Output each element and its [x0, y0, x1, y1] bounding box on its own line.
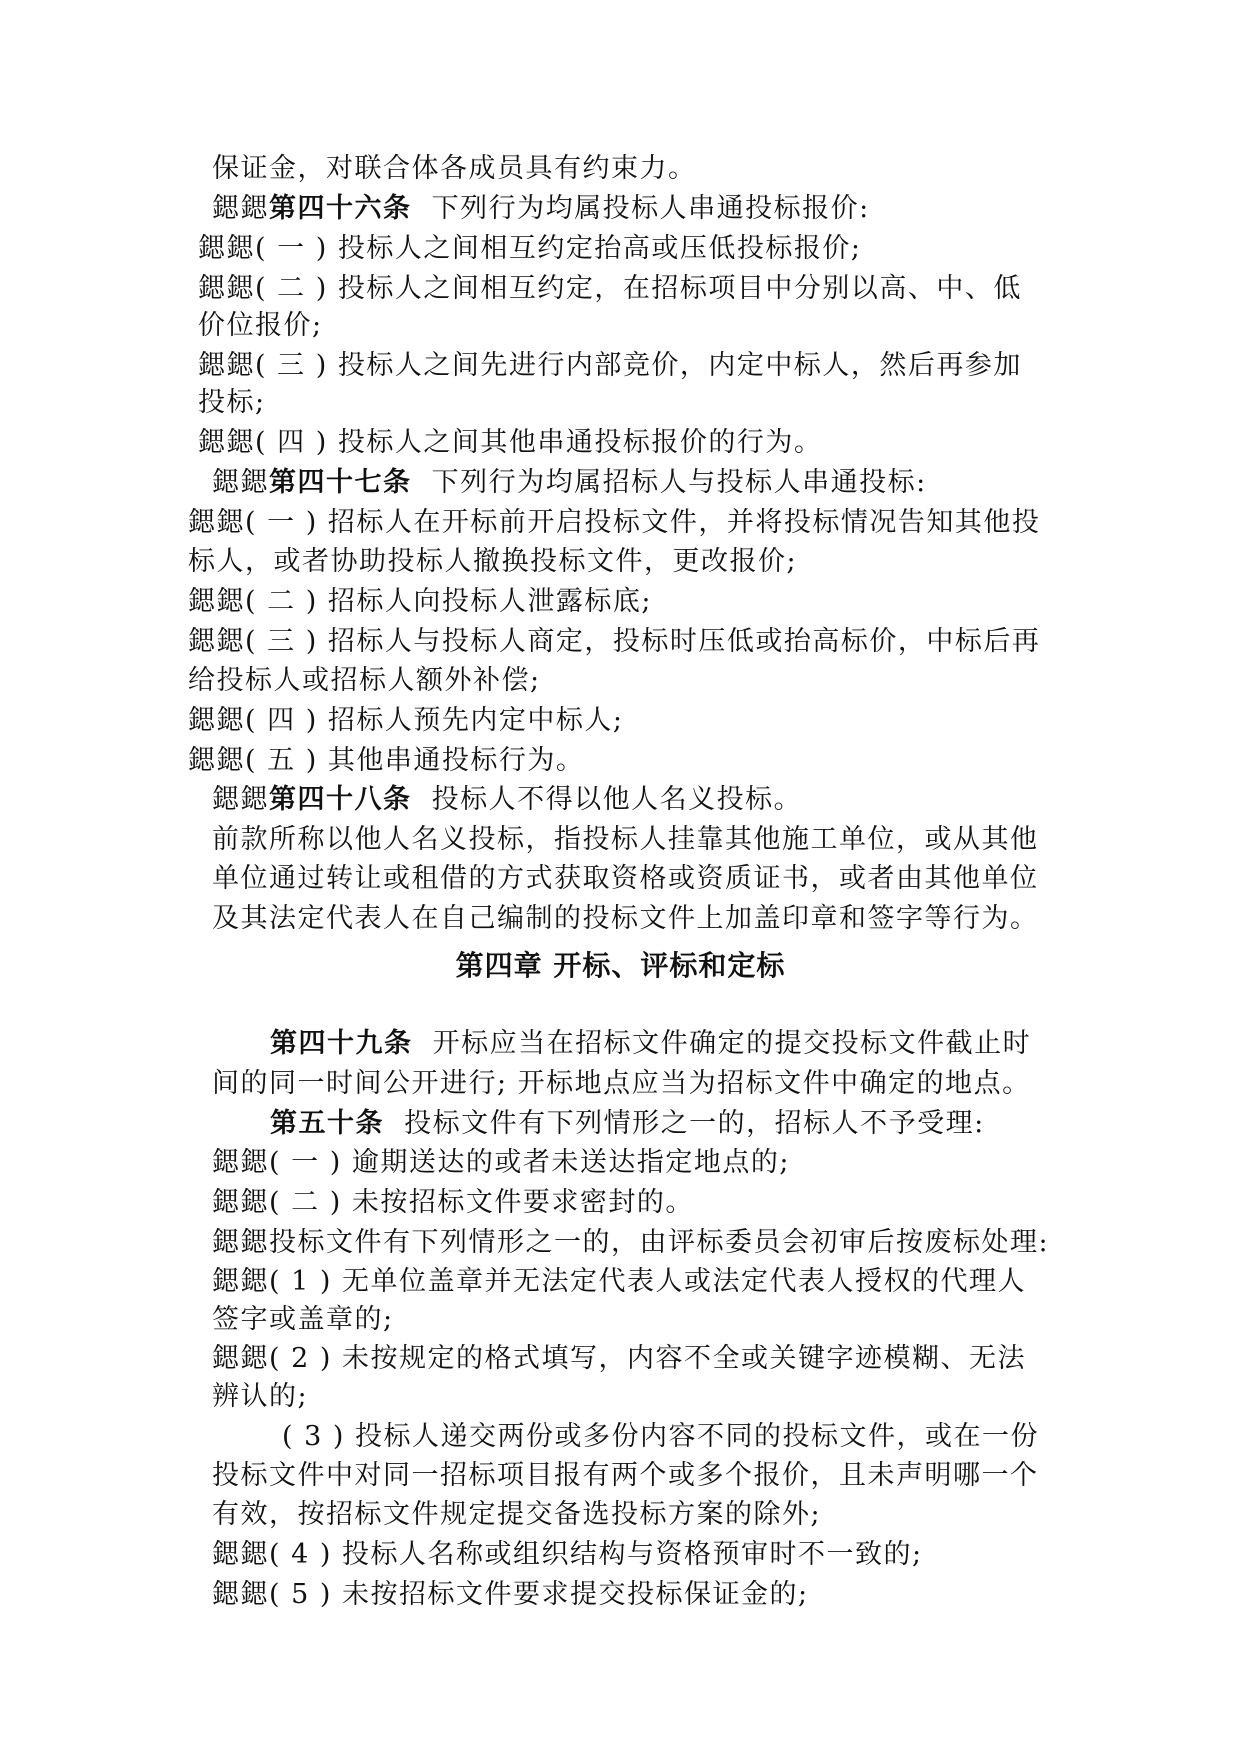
text-line: 鍶鍶( 4 ) 投标人名称或组织结构与资格预审时不一致的;: [212, 1539, 923, 1570]
article-heading: 第五十条: [270, 1108, 384, 1139]
article-heading: 第四十七条: [269, 467, 412, 498]
text-line: 投标文件中对同一招标项目报有两个或多个报价，且未声明哪一个: [212, 1460, 1039, 1491]
text-line: 鍶鍶( 五 ) 其他串通投标行为。: [188, 745, 585, 776]
article-50-line: [270, 1107, 985, 1141]
text-line: 给投标人或招标人额外补偿;: [188, 665, 541, 696]
article-49-line: [270, 1027, 1031, 1061]
text-line: 前款所称以他人名义投标，指投标人挂靠其他施工单位，或从其他: [212, 824, 1039, 855]
text-line: 鍶鍶( 二 ) 招标人向投标人泄露标底;: [188, 586, 652, 617]
text-line: 鍶鍶( 三 ) 招标人与投标人商定，投标时压低或抬高标价，中标后再: [188, 626, 1041, 657]
article-text: 下列行为均属招标人与投标人串通投标:: [431, 467, 927, 498]
text-line: 有效，按招标文件规定提交备选投标方案的除外;: [212, 1499, 822, 1530]
text-line: 投标;: [198, 387, 266, 418]
text-line: 保证金，对联合体各成员具有约束力。: [212, 153, 697, 184]
article-heading: 第四十六条: [269, 193, 412, 224]
article-text: 下列行为均属投标人串通投标报价:: [431, 193, 870, 224]
article-46-line: [212, 192, 870, 226]
text-line: 鍶鍶( 一 ) 逾期送达的或者未送达指定地点的;: [212, 1147, 790, 1178]
text-line: 鍶鍶( 2 ) 未按规定的格式填写，内容不全或关键字迹模糊、无法: [212, 1343, 1026, 1374]
article-48-line: [212, 783, 802, 817]
garbled-prefix: 鍶鍶: [212, 193, 269, 224]
text-line: 间的同一时间公开进行; 开标地点应当为招标文件中确定的地点。: [212, 1068, 1031, 1099]
text-line: 辨认的;: [212, 1381, 309, 1412]
text-line: ( 3 ) 投标人递交两份或多份内容不同的投标文件，或在一份: [282, 1421, 1039, 1452]
text-line: 鍶鍶( 一 ) 招标人在开标前开启投标文件，并将投标情况告知其他投: [188, 507, 1041, 538]
article-heading: 第四十九条: [270, 1028, 413, 1059]
text-line: 单位通过转让或租借的方式获取资格或资质证书，或者由其他单位: [212, 863, 1039, 894]
text-line: 鍶鍶( 二 ) 投标人之间相互约定，在招标项目中分别以高、中、低: [198, 273, 1022, 304]
chapter-title: 第四章 开标、评标和定标: [455, 949, 786, 982]
text-line: 鍶鍶( 1 ) 无单位盖章并无法定代表人或法定代表人授权的代理人: [212, 1266, 1026, 1297]
article-47-line: [212, 466, 927, 500]
garbled-prefix: 鍶鍶: [212, 467, 269, 498]
text-line: 价位报价;: [198, 310, 323, 341]
text-line: 鍶鍶( 一 ) 投标人之间相互约定抬高或压低投标报价;: [198, 233, 862, 264]
garbled-prefix: 鍶鍶: [212, 784, 269, 815]
text-line: 鍶鍶( 二 ) 未按招标文件要求密封的。: [212, 1187, 694, 1218]
text-line: 鍶鍶( 四 ) 投标人之间其他串通投标报价的行为。: [198, 427, 823, 458]
article-text: 投标人不得以他人名义投标。: [431, 784, 803, 815]
text-line: 鍶鍶( 5 ) 未按招标文件要求提交投标保证金的;: [212, 1579, 809, 1610]
text-line: 签字或盖章的;: [212, 1304, 394, 1335]
text-line: 及其法定代表人在自己编制的投标文件上加盖印章和签字等行为。: [212, 903, 1039, 934]
article-heading: 第四十八条: [269, 784, 412, 815]
text-line: 鍶鍶( 四 ) 招标人预先内定中标人;: [188, 705, 624, 736]
text-line: 标人，或者协助投标人撤换投标文件，更改报价;: [188, 546, 798, 577]
article-text: 开标应当在招标文件确定的提交投标文件截止时: [432, 1028, 1032, 1059]
article-text: 投标文件有下列情形之一的，招标人不予受理:: [404, 1108, 985, 1139]
text-line: 鍶鍶投标文件有下列情形之一的，由评标委员会初审后按废标处理:: [212, 1227, 1050, 1258]
text-line: 鍶鍶( 三 ) 投标人之间先进行内部竞价，内定中标人，然后再参加: [198, 350, 1022, 381]
